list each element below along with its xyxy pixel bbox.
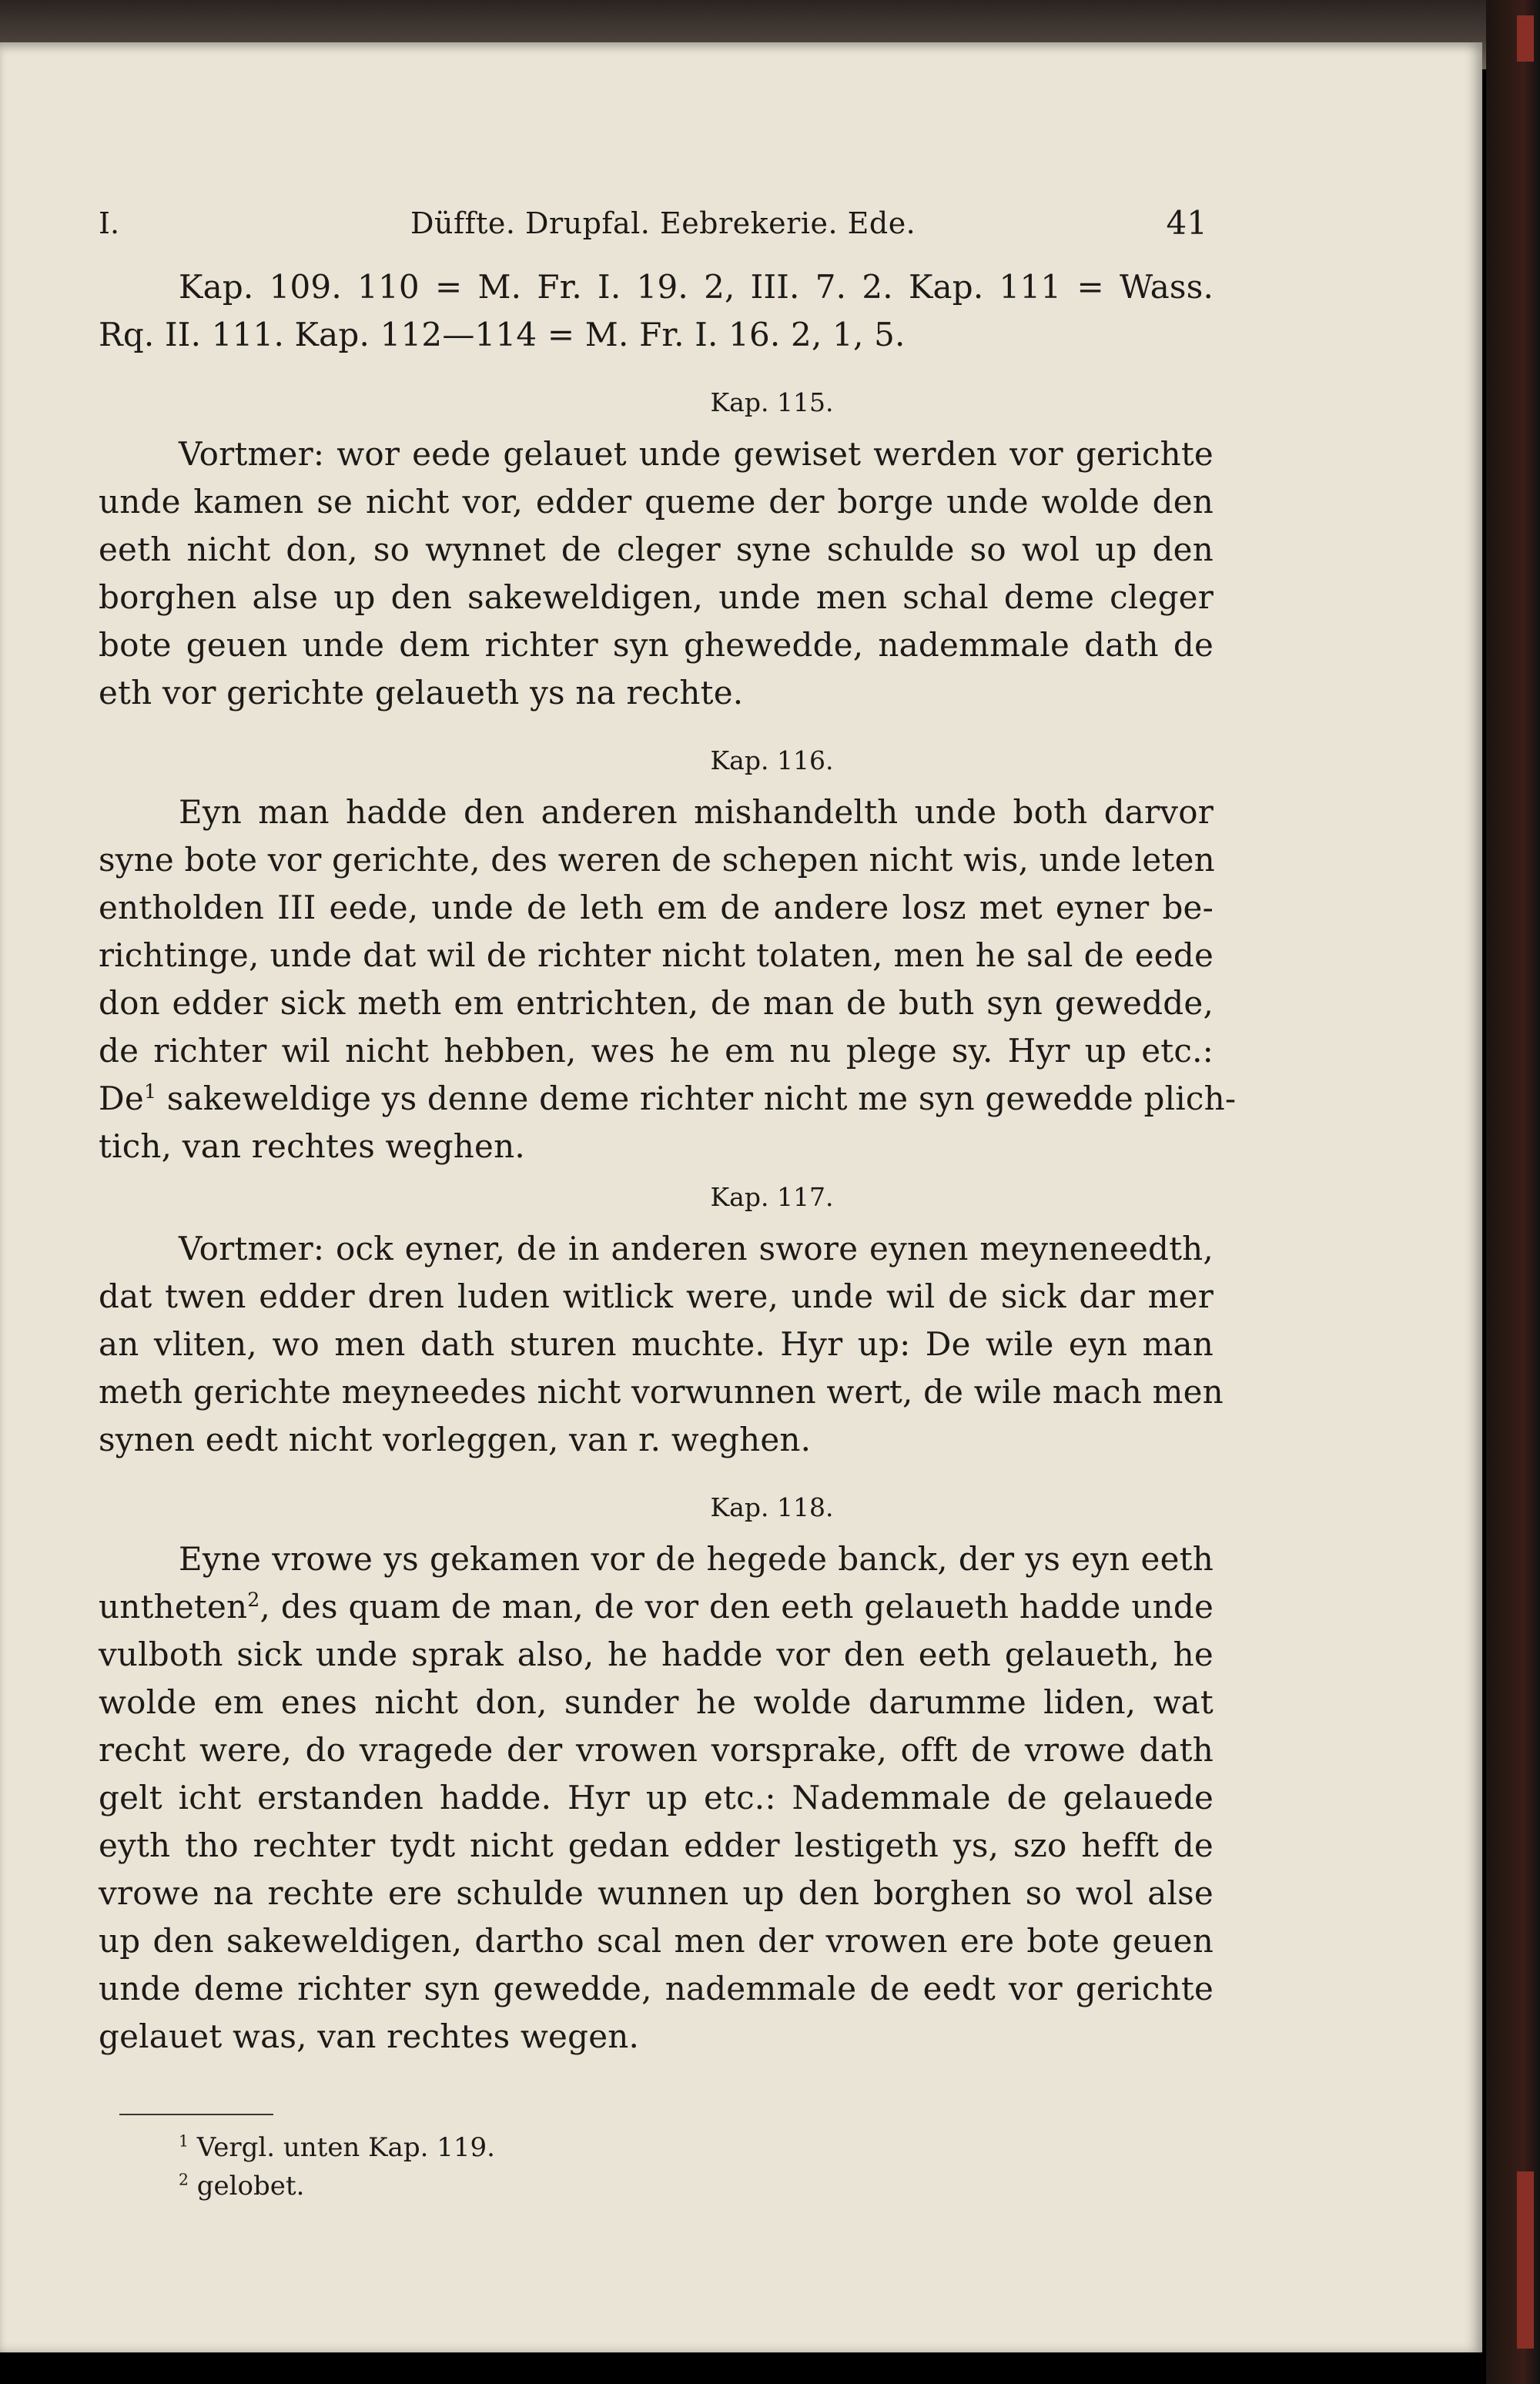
text-fragment: sakeweldige ys denne deme richter nicht me syn gewedde plich-	[166, 1080, 1237, 1117]
footnote-text: gelobet.	[196, 2171, 305, 2202]
text-line	[99, 1584, 1214, 1630]
page-text	[0, 42, 1482, 2352]
text-line: vrowe na rechte ere schulde wunnen up den borghen so wol alse	[99, 1874, 1214, 1912]
text-line: up den sakeweldigen, dartho scal men der vrowen ere bote geuen	[99, 1922, 1214, 1960]
book-page	[0, 42, 1482, 2352]
text-line: don edder sick meth em entrichten, de man de buth syn gewedde,	[99, 984, 1214, 1022]
footnote-mark: 1	[179, 2131, 189, 2151]
text-fragment: , des quam de man, de vor den eeth gelaueth hadde unde	[259, 1588, 1214, 1626]
chapter-caption: Kap. 117.	[710, 1182, 834, 1212]
footnote-ref: 2	[247, 1589, 260, 1611]
reference-line: Kap. 109. 110 = M. Fr. I. 19. 2, III. 7. 2. Kap. 111 = Wass.	[179, 268, 1214, 306]
chapter-caption: Kap. 115.	[710, 387, 834, 417]
text-line: an vliten, wo men dath sturen muchte. Hyr up: De wile eyn man	[99, 1325, 1214, 1363]
section-number: I.	[99, 206, 120, 240]
running-title: Düffte. Drupfal. Eebrekerie. Ede.	[410, 206, 916, 240]
text-line: gelt icht erstanden hadde. Hyr up etc.: Nademmale de gelauede	[99, 1779, 1214, 1816]
text-line: eeth nicht don, so wynnet de cleger syne schulde so wol up den	[99, 531, 1214, 568]
text-fragment: De	[99, 1080, 144, 1117]
text-line: eyth tho rechter tydt nicht gedan edder lestigeth ys, szo hefft de	[99, 1827, 1214, 1864]
text-line: Vortmer: ock eyner, de in anderen swore eynen meyneneedth,	[179, 1230, 1214, 1267]
footnote	[179, 2169, 304, 2203]
footnote-text: Vergl. unten Kap. 119.	[196, 2132, 495, 2163]
text-line: entholden III eede, unde de leth em de andere losz met eyner be-	[99, 889, 1214, 926]
chapter-caption: Kap. 116.	[710, 745, 834, 775]
footnote-ref: 1	[143, 1080, 157, 1103]
text-line: recht were, do vragede der vrowen vorsprake, offt de vrowe dath	[99, 1731, 1214, 1769]
text-line: tich, van rechtes weghen.	[99, 1127, 525, 1165]
footnote-mark: 2	[179, 2170, 189, 2189]
text-line: richtinge, unde dat wil de richter nicht tolaten, men he sal de eede	[99, 936, 1214, 974]
text-line: unde deme richter syn gewedde, nademmale de eedt vor gerichte	[99, 1970, 1214, 2007]
book-spine	[1486, 0, 1540, 2384]
running-header	[99, 196, 1207, 250]
text-line: bote geuen unde dem richter syn ghewedde, nademmale dath de	[99, 626, 1214, 664]
page-number: 41	[1166, 204, 1207, 242]
text-line: gelauet was, van rechtes wegen.	[99, 2017, 640, 2055]
text-line: vulboth sick unde sprak also, he hadde vor den eeth gelaueth, he	[99, 1636, 1214, 1673]
spine-red-band-bottom	[1517, 2171, 1534, 2349]
text-line: Eyn man hadde den anderen mishandelth unde both darvor	[179, 793, 1214, 831]
reference-line: Rq. II. 111. Kap. 112—114 = M. Fr. I. 16. 2, 1, 5.	[99, 316, 906, 353]
footnote	[179, 2131, 495, 2165]
footnote-divider	[119, 2114, 273, 2115]
text-line: syne bote vor gerichte, des weren de schepen nicht wis, unde leten	[99, 841, 1215, 879]
text-fragment: untheten	[99, 1588, 248, 1626]
text-line: wolde em enes nicht don, sunder he wolde darumme liden, wat	[99, 1683, 1214, 1721]
text-line: unde kamen se nicht vor, edder queme der borge unde wolde den	[99, 483, 1214, 521]
text-line: de richter wil nicht hebben, wes he em nu plege sy. Hyr up etc.:	[99, 1032, 1214, 1070]
text-line: borghen alse up den sakeweldigen, unde men schal deme cleger	[99, 578, 1214, 616]
text-line: meth gerichte meyneedes nicht vorwunnen wert, de wile mach men	[99, 1373, 1224, 1411]
text-line: dat twen edder dren luden witlick were, unde wil de sick dar mer	[99, 1277, 1214, 1315]
text-line: Vortmer: wor eede gelauet unde gewiset werden vor gerichte	[179, 435, 1214, 473]
spine-red-band-top	[1517, 15, 1534, 62]
chapter-caption: Kap. 118.	[710, 1492, 834, 1522]
text-line: eth vor gerichte gelaueth ys na rechte.	[99, 674, 744, 712]
text-line: synen eedt nicht vorleggen, van r. weghen.	[99, 1421, 812, 1458]
text-line	[99, 1076, 1237, 1122]
text-line: Eyne vrowe ys gekamen vor de hegede banck, der ys eyn eeth	[179, 1540, 1214, 1578]
